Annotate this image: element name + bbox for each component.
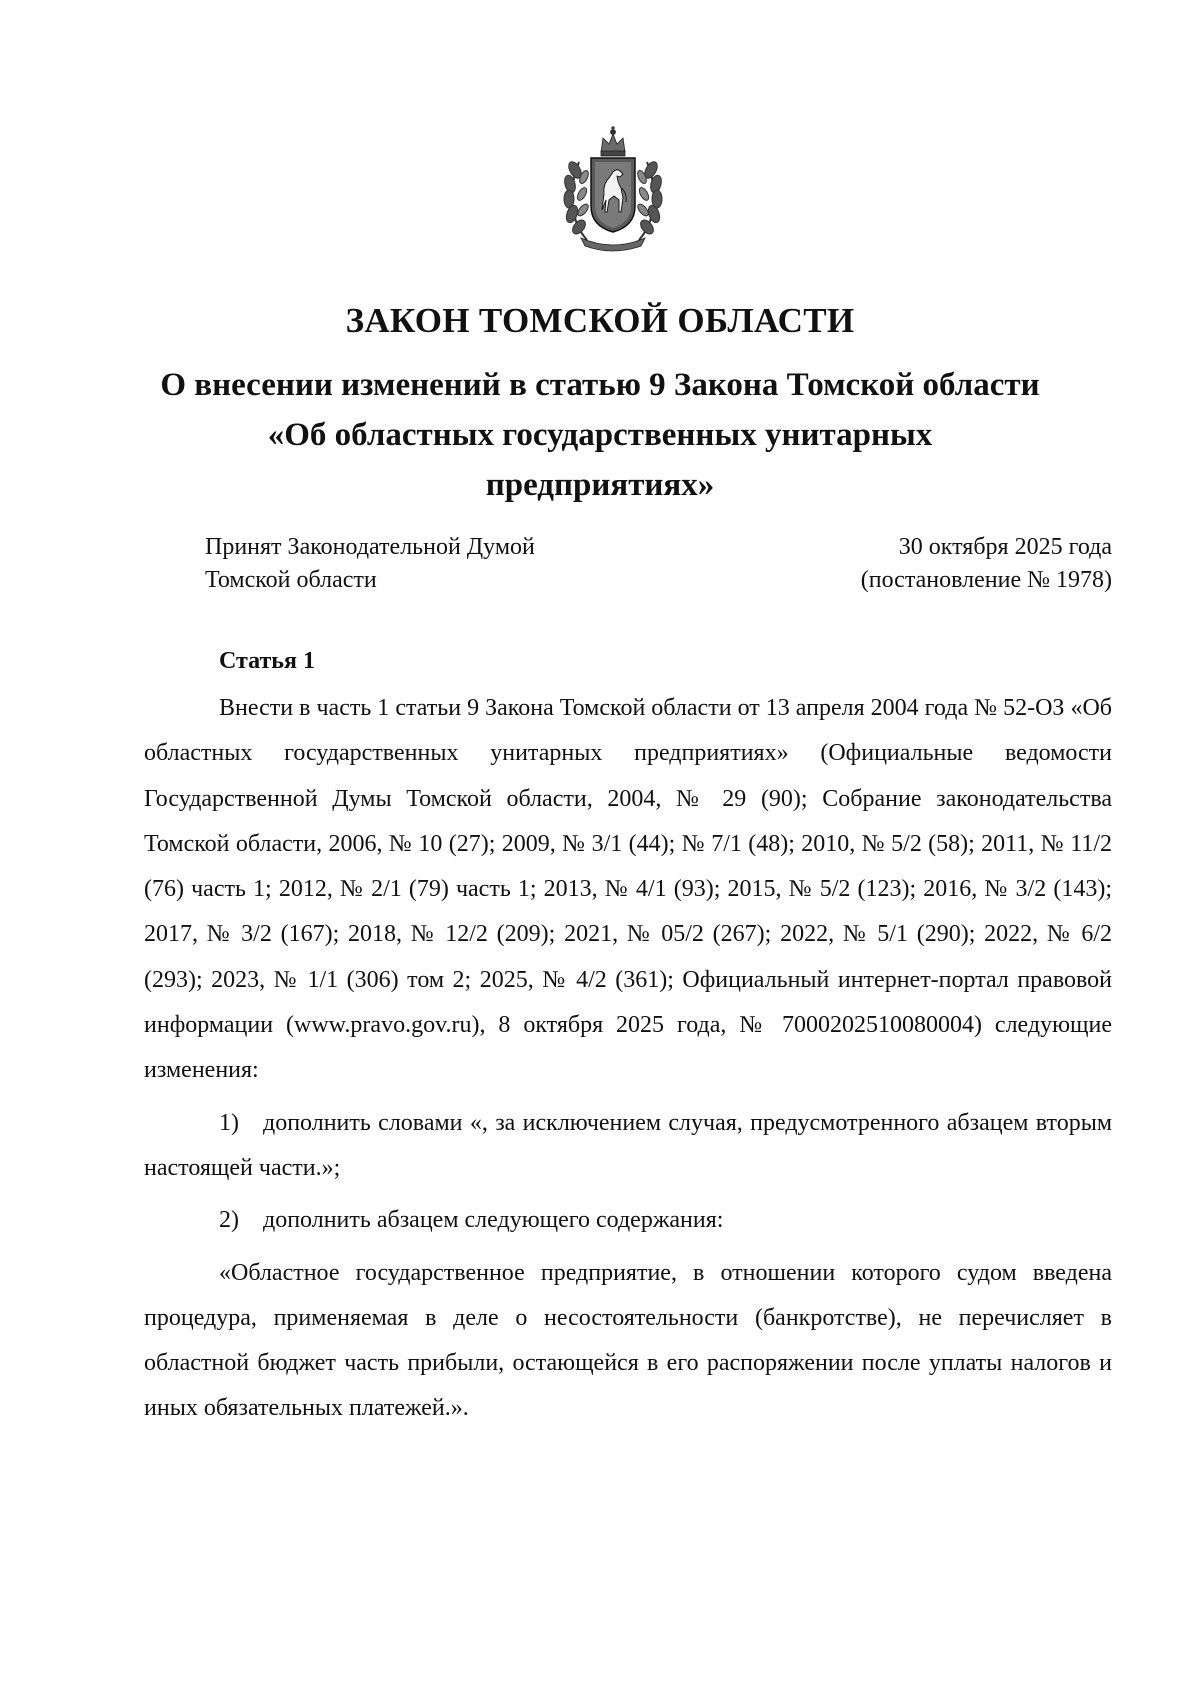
resolution-number: (постановление № 1978) [860,567,1112,593]
list-item [144,1101,1112,1192]
subtitle-line: предприятиях» [485,467,715,503]
list-item-number: 2) [219,1207,239,1234]
article-body [144,686,1112,1432]
law-subtitle [0,360,1200,510]
adopted-by-line: Томской области [205,567,377,593]
list-item-text: дополнить абзацем следующего содержания: [263,1207,724,1234]
subtitle-line: О внесении изменений в статью 9 Закона Томской области [160,367,1040,403]
list-item [144,1198,1112,1243]
intro-paragraph: Внести в часть 1 статьи 9 Закона Томской области от 13 апреля 2004 года № 52-ОЗ «Об областных государственных унитарных предприятиях» (Официальные ведомости Государственной Думы Томской области, 2004, № 29 (90); Собрание законодательства Томской области, 2006, № 10 (27); 2009, № 3/1 (44); № 7/1 (48); 2010, № 5/2 (58); 2011, № 11/2 (76) часть 1; 2012, № 2/1 (79) часть 1; 2013, № 4/1 (93); 2015, № 5/2 (123); 2016, № 3/2 (143); 2017, № 3/2 (167); 2018, № 12/2 (209); 2021, № 05/2 (267); 2022, № 5/1 (290); 2022, № 6/2 (293); 2023, № 1/1 (306) том 2; 2025, № 4/2 (361); Официальный интернет-портал правовой информации (www.pravo.gov.ru), 8 октября 2025 года, № 7000202510080004) следующие изменения: [144,695,1112,1084]
list-item-text: дополнить словами «, за исключением случая, предусмотренного абзацем вторым настоящей части.»; [144,1109,1112,1181]
adoption-date-block [861,531,1112,597]
coat-of-arms-icon [557,122,669,256]
adopted-by-line: Принят Законодательной Думой [205,534,535,560]
list-item-number: 1) [219,1109,239,1136]
adopted-by-block [205,531,535,597]
quoted-paragraph: «Областное государственное предприятие, в отношении которого судом введена процедура, применяемая в деле о несостоятельности (банкротстве), не перечисляет в областной бюджет часть прибыли, остающейся в его распоряжении после уплаты налогов и иных обязательных платежей.». [144,1259,1112,1422]
adoption-date: 30 октября 2025 года [898,534,1112,560]
subtitle-line: «Об областных государственных унитарных [267,417,933,453]
law-title: ЗАКОН ТОМСКОЙ ОБЛАСТИ [345,301,855,340]
article-heading: Статья 1 [219,648,315,674]
